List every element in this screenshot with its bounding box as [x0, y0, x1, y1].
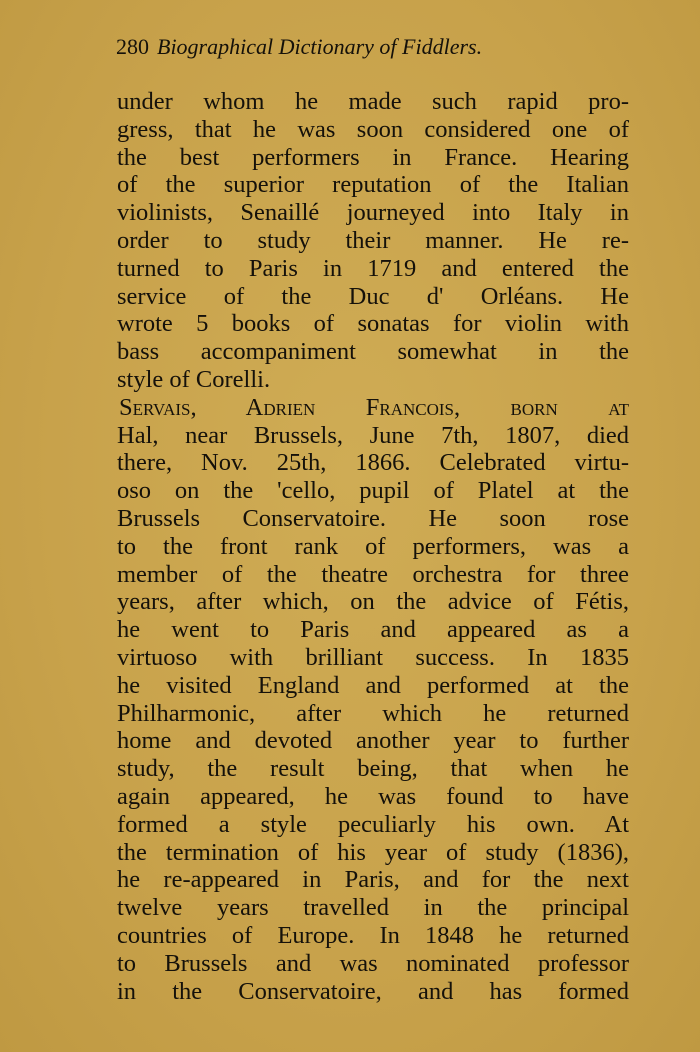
- text-line: he re-appeared in Paris, and for the next: [117, 866, 629, 894]
- text-line: there, Nov. 25th, 1866. Celebrated virtu-: [117, 449, 629, 477]
- text-line: formed a style peculiarly his own. At: [117, 810, 629, 838]
- text-line: Hal, near Brussels, June 7th, 1807, died: [117, 421, 629, 449]
- text-line: years, after which, on the advice of Fétis,: [117, 588, 629, 616]
- body-text: [117, 88, 629, 1005]
- text-line: countries of Europe. In 1848 he returned: [117, 921, 629, 949]
- text-line: Brussels Conservatoire. He soon rose: [117, 504, 629, 532]
- page-number: 280: [116, 34, 149, 59]
- text-line: style of Corelli.: [117, 365, 271, 393]
- text-line: in the Conservatoire, and has formed: [117, 977, 629, 1005]
- text-line: the termination of his year of study (1836),: [117, 838, 629, 866]
- text-line: home and devoted another year to further: [117, 727, 629, 755]
- text-line: study, the result being, that when he: [117, 755, 629, 783]
- text-line: service of the Duc d' Orléans. He: [117, 282, 629, 310]
- text-line: he went to Paris and appeared as a: [117, 616, 629, 644]
- text-line: gress, that he was soon considered one of: [117, 115, 629, 143]
- text-line: turned to Paris in 1719 and entered the: [117, 254, 629, 282]
- text-line: he visited England and performed at the: [117, 671, 629, 699]
- text-line: to Brussels and was nominated professor: [117, 949, 629, 977]
- text-line: the best performers in France. Hearing: [117, 143, 629, 171]
- text-line: to the front rank of performers, was a: [117, 532, 629, 560]
- text-line: under whom he made such rapid pro-: [117, 88, 629, 115]
- text-line: Philharmonic, after which he returned: [117, 699, 629, 727]
- text-line: twelve years travelled in the principal: [117, 894, 629, 922]
- text-line: oso on the 'cello, pupil of Platel at the: [117, 477, 629, 505]
- text-line: order to study their manner. He re-: [117, 226, 629, 254]
- text-line: wrote 5 books of sonatas for violin with: [117, 310, 629, 338]
- text-line: bass accompaniment somewhat in the: [117, 338, 629, 366]
- text-line: violinists, Senaillé journeyed into Italy in: [117, 199, 629, 227]
- text-line: member of the theatre orchestra for three: [117, 560, 629, 588]
- running-header: [116, 34, 482, 60]
- running-title: Biographical Dictionary of Fiddlers.: [157, 34, 483, 59]
- text-line: of the superior reputation of the Italian: [117, 171, 629, 199]
- entry-heading-line: Servais, Adrien Francois, born at: [119, 393, 629, 421]
- text-line: again appeared, he was found to have: [117, 782, 629, 810]
- text-line: virtuoso with brilliant success. In 1835: [117, 643, 629, 671]
